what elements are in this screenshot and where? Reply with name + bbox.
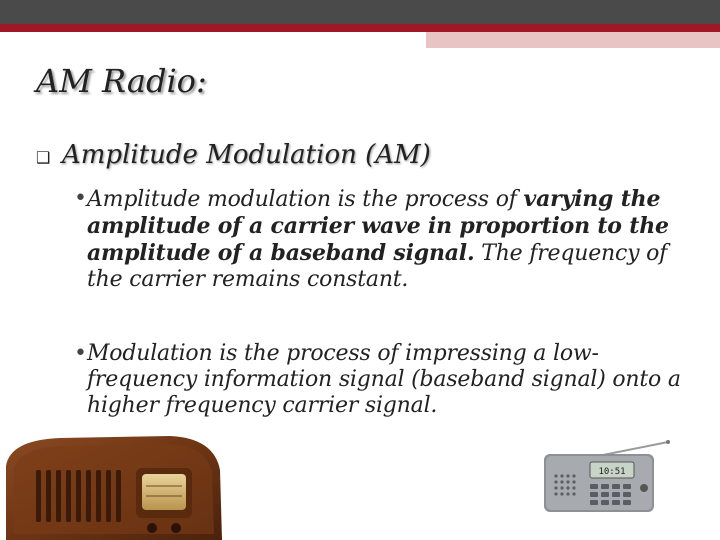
bullet-text-lead: Amplitude modulation is the process of — [86, 187, 524, 212]
bullet-text — [87, 186, 694, 293]
header-bar-dark — [0, 0, 720, 24]
portable-radio-image — [540, 436, 670, 516]
slide-title: AM Radio: — [36, 62, 207, 100]
bullet-dot-icon: • — [74, 186, 87, 211]
bullet-text-bold: varying the amplitude of a carrier wave in proportion to the amplitude of a baseband signal. — [86, 186, 669, 266]
header-bar-accent — [426, 32, 720, 48]
bullet-item — [74, 341, 694, 419]
section-heading: Amplitude Modulation (AM) — [62, 140, 431, 170]
header-bar-red — [0, 24, 720, 32]
vintage-radio-image — [0, 430, 226, 540]
bullet-text: Modulation is the process of impressing a low-frequency information signal (baseband signal) onto a higher frequency carrier signal. — [86, 341, 681, 418]
bullet-item — [74, 186, 694, 293]
square-bullet-icon: ❑ — [36, 148, 51, 167]
bullet-dot-icon: • — [74, 341, 87, 366]
bullet-text-tail: The frequency of the carrier remains constant. — [86, 241, 668, 292]
heading-bullet — [36, 140, 431, 170]
radio-display-readout: 10:51 — [598, 467, 626, 477]
